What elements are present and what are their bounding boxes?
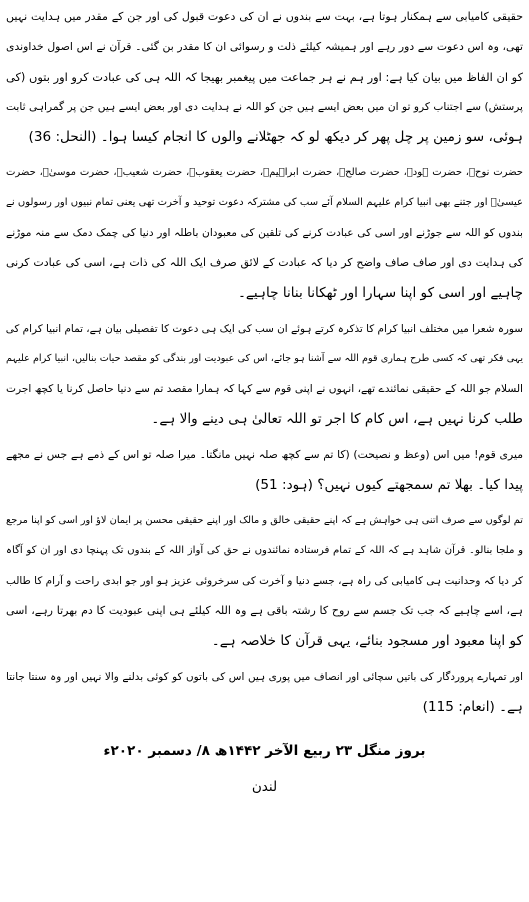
text-line: تم لوگوں سے صرف اتنی ہی خواہش ہے کہ اپنے حقیقی خالق و مالک اور اپنے حقیقی محسن پر ایمان لاؤ اور اسی کو اپنا مرجع (6, 515, 523, 526)
paragraph-4 (6, 440, 523, 500)
text-line: و ملجا بنالو۔ قرآن شاہد ہے کہ اللہ کے تمام فرستادہ نمائندوں نے حق کی آواز اللہ کے بندوں تک پہنچا دی اور ان کو آگاہ (6, 545, 523, 556)
text-line: یہی فکر تھی کہ کسی طرح ہماری قوم اللہ سے آشنا ہو جائے، اس کی عبودیت اور بندگی کو مقصد حیات بنالیں، انبیا کرام علیہم (6, 353, 523, 364)
text-line: چاہیے اور اسی کو اپنا سہارا اور ٹھکانا بنانا چاہیے۔ (237, 285, 523, 301)
text-line: حضرت نوحؑ، حضرت ہودؑ، حضرت صالحؑ، حضرت ابراہیمؑ، حضرت یعقوبؑ، حضرت شعیبؑ، حضرت موسیٰؑ، حضرت (6, 167, 523, 178)
paragraph-6 (6, 662, 523, 722)
signoff-date: بروز منگل ۲۳ ربیع الآخر ۱۴۴۲ھ ۸/ دسمبر ۲۰۲۰ء (103, 743, 426, 759)
text-line: پیدا کیا۔ بھلا تم سمجھتے کیوں نہیں؟ (ہود: 51) (255, 477, 523, 493)
text-line: تھی، وہ اس دعوت سے دور رہے اور ہمیشہ کیلئے ذلت و رسوائی ان کا مقدر بن گئی۔ قرآن نے اس اصول خداوندی (6, 40, 523, 53)
text-line: ہوئی، سو زمین پر چل پھر کر دیکھ لو کہ جھٹلانے والوں کا انجام کیسا ہوا۔ (النحل: 36) (28, 129, 523, 145)
paragraph-1 (6, 2, 523, 152)
text-line: کی ہدایت دی اور صاف صاف واضح کر دیا کہ عبادت کے لائق صرف ایک اللہ کی ذات ہے، اسی کی عبادت کرنی (6, 256, 523, 269)
text-line: کو اپنا معبود اور مسجود بنائے، یہی قرآن کا خلاصہ ہے۔ (211, 633, 523, 649)
paragraph-3 (6, 314, 523, 434)
text-line: میری قوم! میں اس (وعظ و نصیحت) (کا تم سے کچھ صلہ نہیں مانگتا۔ میرا صلہ تو اس کے ذمے ہے جس نے مجھے (6, 448, 523, 461)
text-line: سورہ شعرا میں مختلف انبیا کرام کا تذکرہ کرتے ہوئے ان سب کی ایک ہی دعوت کا تفصیلی بیان ہے، تمام انبیا کرام کی (6, 323, 523, 335)
text-line: السلام جو اللہ کے حقیقی نمائندے تھے، انہوں نے اپنی قوم سے کہا کہ ہمارا مقصد تم سے دنیا حاصل کرنا یا کچھ اجرت (6, 383, 523, 395)
signoff (6, 736, 523, 802)
paragraph-2 (6, 158, 523, 308)
text-line: کر دیا کہ وحدانیت ہی کامیابی کی راہ ہے، جسے دنیا و آخرت کی سرخروئی عزیز ہو اور جو ابدی راحت و آرام کا طالب (6, 575, 523, 587)
text-line: ہے۔ (انعام: 115) (422, 699, 523, 715)
text-line: کو ان الفاظ میں بیان کیا ہے: اور ہم نے ہر جماعت میں پیغمبر بھیجا کہ اللہ ہی کی عبادت کرو اور بتوں (کی (6, 70, 523, 84)
text-line: ہے، اسے چاہیے کہ جب تک جسم سے روح کا رشتہ باقی ہے وہ اللہ کیلئے ہی اپنی عبودیت کا دم بھرتا رہے، اسی (6, 604, 523, 617)
text-line: پرستش) سے اجتناب کرو تو ان میں بعض ایسے ہیں جن کو اللہ نے ہدایت دی اور بعض ایسے ہیں جن پر گمراہی ثابت (6, 101, 523, 113)
paragraph-5 (6, 506, 523, 656)
text-line: عیسیٰؑ اور جتنے بھی انبیا کرام علیہم السلام آئے سب کی مشترکہ دعوت توحید و آخرت تھی یعنی تمام نبیوں اور رسولوں نے (6, 197, 523, 208)
signoff-place: لندن (251, 779, 278, 795)
text-line: حقیقی کامیابی سے ہمکنار ہوتا ہے، بہت سے بندوں نے ان کی دعوت قبول کی اور جن کے مقدر میں ہدایت نہیں (6, 10, 523, 23)
text-line: طلب کرنا نہیں ہے، اس کام کا اجر تو اللہ تعالیٰ ہی دینے والا ہے۔ (151, 411, 523, 427)
text-line: اور تمہارے پروردگار کی باتیں سچائی اور انصاف میں پوری ہیں اس کی باتوں کو کوئی بدلنے والا نہیں اور وہ سنتا جانتا (6, 671, 523, 683)
text-line: بندوں کو اللہ سے جوڑنے اور اسی کی عبادت کرنے کی تلقین کی معبودان باطلہ اور دنیا کی چمک دمک سے منہ موڑنے (6, 227, 523, 239)
